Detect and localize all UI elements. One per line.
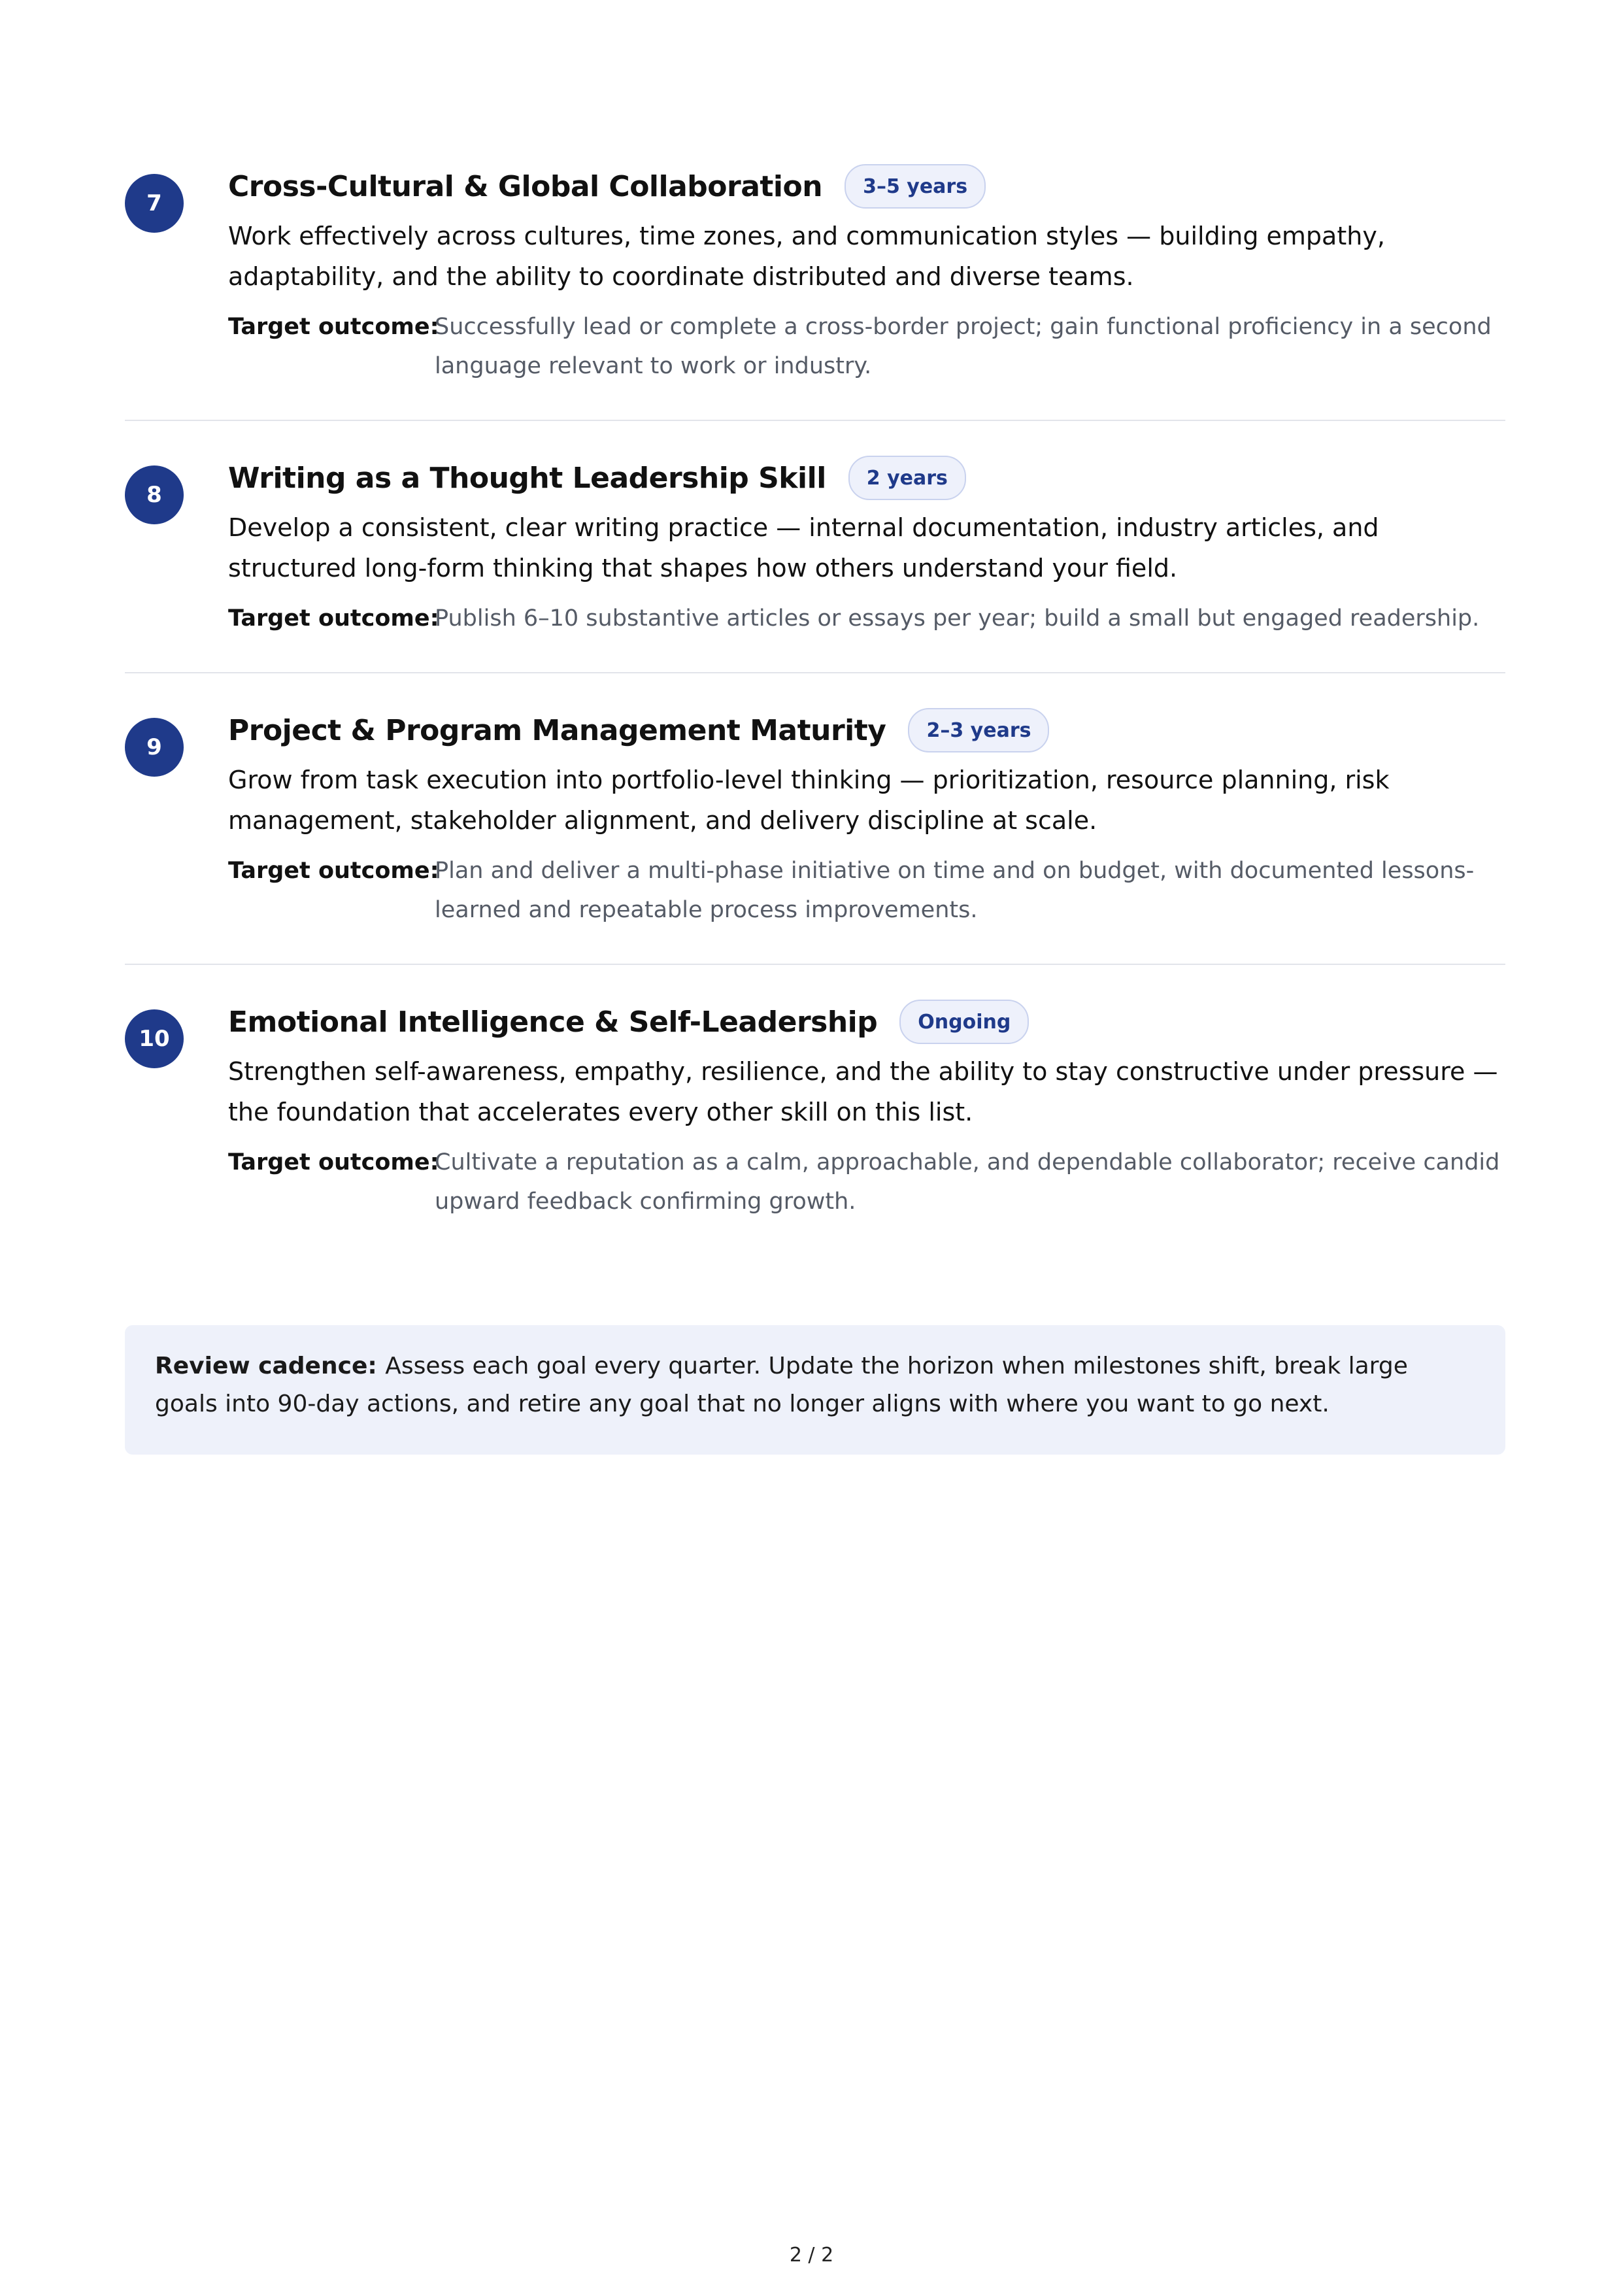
- goal-description: Grow from task execution into portfolio-level thinking — prioritization, resource planning, risk management, stakeholder alignment, and delivery discipline at scale.: [228, 766, 1390, 835]
- review-cadence-callout: [125, 1325, 1505, 1455]
- horizon-badge: 3–5 years: [845, 164, 986, 209]
- goal-target-outcome: [228, 1143, 1505, 1221]
- horizon-badge: Ongoing: [899, 1000, 1029, 1044]
- goal-title: Project & Program Management Maturity: [228, 713, 886, 747]
- goal-title: Writing as a Thought Leadership Skill: [228, 461, 826, 495]
- goal-header: [228, 163, 1505, 209]
- goal-item: [125, 421, 1505, 673]
- goal-header: [228, 999, 1505, 1045]
- goal-header: [228, 707, 1505, 753]
- goal-description: Strengthen self-awareness, empathy, resilience, and the ability to stay constructive under pressure — the foundation that accelerates every other skill on this list.: [228, 1057, 1498, 1126]
- review-cadence-text: Assess each goal every quarter. Update the horizon when milestones shift, break large goals into 90-day actions, and retire any goal that no longer aligns with where you want to go next.: [155, 1353, 1408, 1417]
- target-outcome-text: Publish 6–10 substantive articles or essays per year; build a small but engaged readership.: [435, 605, 1480, 632]
- goal-description: Develop a consistent, clear writing practice — internal documentation, industry articles, and structured long-form thinking that shapes how others understand your field.: [228, 513, 1379, 582]
- goal-number-badge: 10: [125, 1009, 184, 1068]
- target-outcome-label: Target outcome:: [228, 314, 439, 340]
- horizon-badge: 2–3 years: [908, 708, 1049, 752]
- goal-item: [125, 965, 1505, 1221]
- goal-title: Emotional Intelligence & Self-Leadership: [228, 1005, 878, 1039]
- goal-target-outcome: [228, 851, 1505, 930]
- target-outcome-text: Successfully lead or complete a cross-border project; gain functional proficiency in a second language relevant to work or industry.: [435, 314, 1492, 379]
- target-outcome-label: Target outcome:: [228, 1149, 439, 1175]
- goal-item: [125, 163, 1505, 421]
- goal-number-badge: 9: [125, 718, 184, 777]
- target-outcome-text: Plan and deliver a multi-phase initiative on time and on budget, with documented lessons-learned and repeatable process improvements.: [435, 858, 1475, 923]
- review-cadence-label: Review cadence:: [155, 1353, 386, 1379]
- goal-header: [228, 455, 1505, 501]
- goal-target-outcome: [228, 599, 1505, 638]
- target-outcome-label: Target outcome:: [228, 858, 439, 884]
- target-outcome-label: Target outcome:: [228, 605, 439, 632]
- goal-item: [125, 673, 1505, 965]
- goal-number-badge: 8: [125, 465, 184, 524]
- target-outcome-text: Cultivate a reputation as a calm, approachable, and dependable collaborator; receive candid upward feedback confirming growth.: [435, 1149, 1500, 1215]
- horizon-badge: 2 years: [848, 456, 966, 500]
- goal-target-outcome: [228, 307, 1505, 386]
- goal-list: [125, 163, 1505, 1221]
- goal-description: Work effectively across cultures, time zones, and communication styles — building empathy, adaptability, and the ability to coordinate distributed and diverse teams.: [228, 222, 1385, 291]
- page-number: 2 / 2: [789, 2244, 834, 2267]
- goal-title: Cross-Cultural & Global Collaboration: [228, 169, 823, 203]
- goal-number-badge: 7: [125, 174, 184, 233]
